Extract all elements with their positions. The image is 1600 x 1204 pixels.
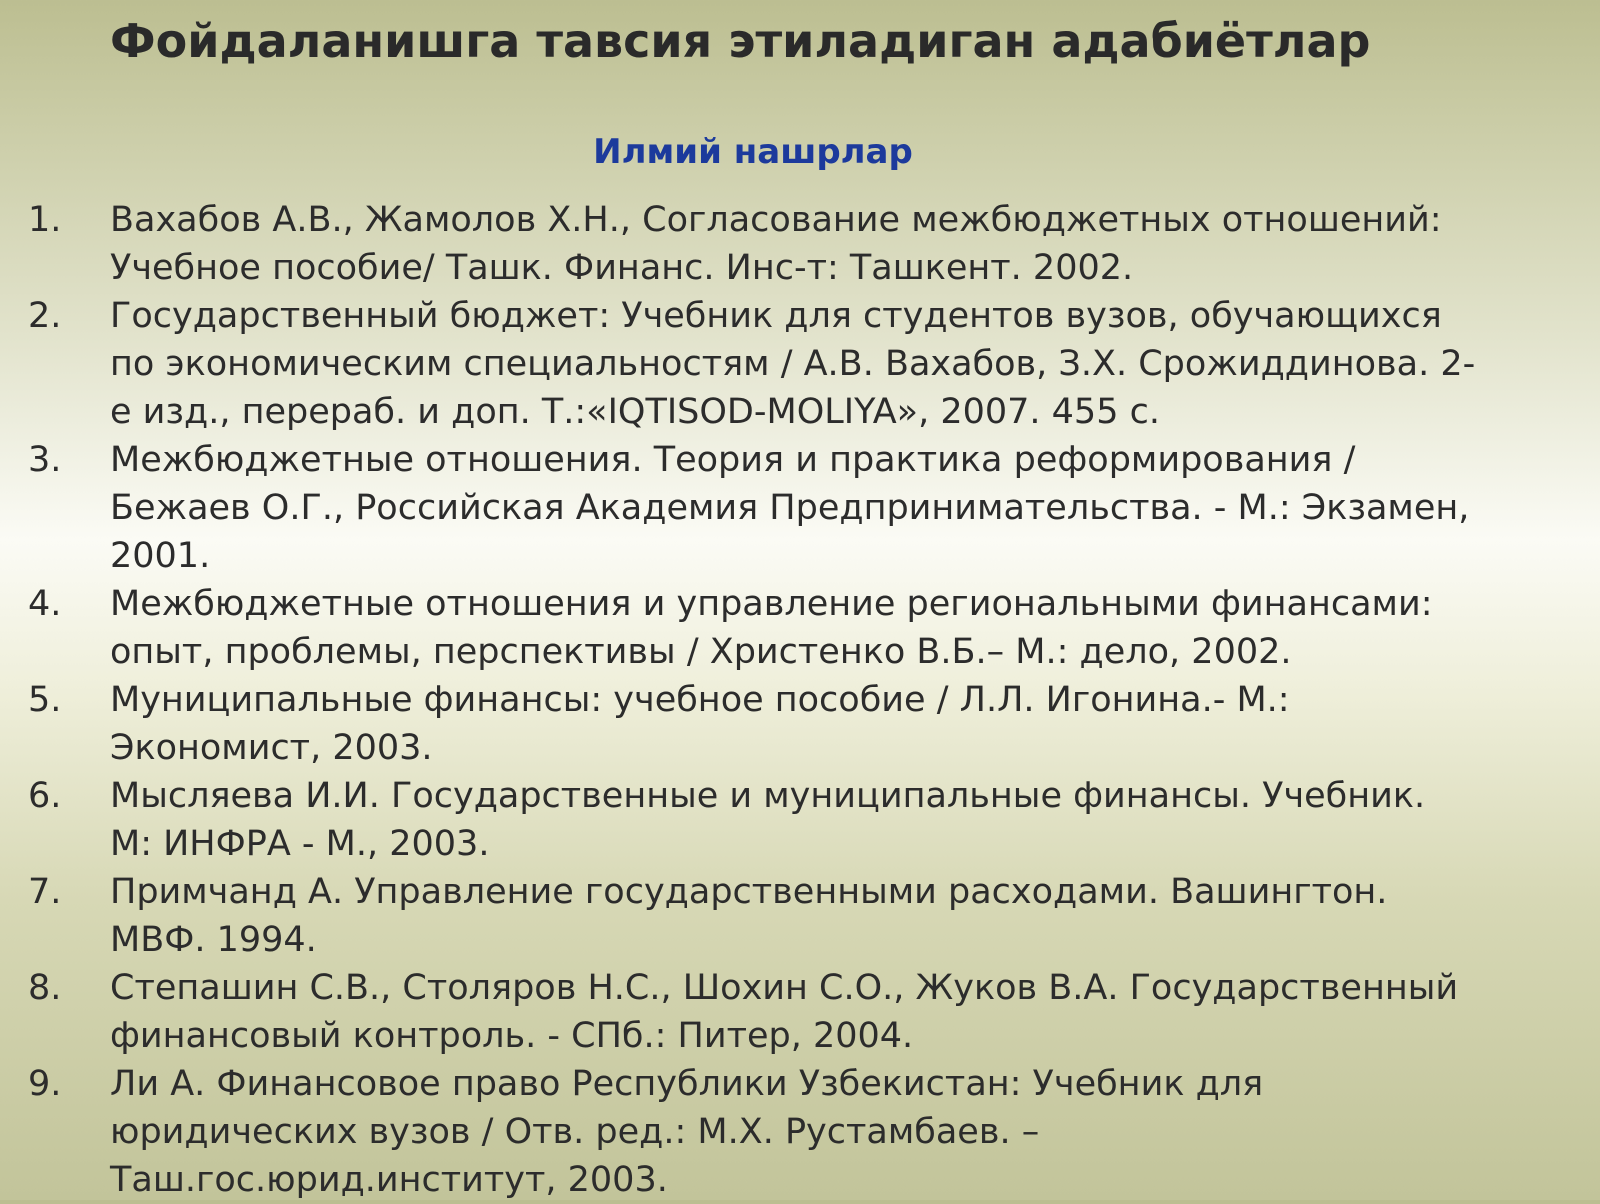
reference-item [0, 772, 1550, 868]
reference-line: Вахабов А.В., Жамолов Х.Н., Согласование межбюджетных отношений: [110, 200, 1442, 240]
reference-item [0, 964, 1550, 1060]
reference-line: Государственный бюджет: Учебник для студентов вузов, обучающихся [110, 296, 1442, 336]
reference-line: Ли А. Финансовое право Республики Узбекистан: Учебник для [110, 1064, 1264, 1104]
reference-line: Учебное пособие/ Ташк. Финанс. Инс-т: Ташкент. 2002. [110, 248, 1134, 288]
slide-title: Фойдаланишга тавсия этиладиган адабиётлар [110, 14, 1371, 68]
reference-text [110, 1060, 1550, 1204]
reference-item [0, 292, 1550, 436]
reference-number: 6. [28, 776, 62, 816]
reference-number: 7. [28, 872, 62, 912]
reference-text [110, 436, 1550, 580]
reference-item [0, 436, 1550, 580]
reference-number: 4. [28, 584, 62, 624]
reference-item [0, 868, 1550, 964]
reference-item [0, 676, 1550, 772]
reference-line: Межбюджетные отношения и управление региональными финансами: [110, 584, 1433, 624]
reference-text [110, 964, 1550, 1060]
reference-text [110, 676, 1550, 772]
reference-line: по экономическим специальностям / А.В. Вахабов, З.Х. Срожиддинова. 2- [110, 344, 1476, 384]
reference-number: 8. [28, 968, 62, 1008]
reference-line: Муниципальные финансы: учебное пособие / Л.Л. Игонина.- М.: [110, 680, 1290, 720]
reference-number: 1. [28, 200, 62, 240]
reference-line: М: ИНФРА - М., 2003. [110, 824, 490, 864]
reference-line: Таш.гос.юрид.институт, 2003. [110, 1160, 668, 1200]
reference-line: финансовый контроль. - СПб.: Питер, 2004. [110, 1016, 914, 1056]
reference-number: 2. [28, 296, 62, 336]
reference-line: МВФ. 1994. [110, 920, 317, 960]
reference-line: Межбюджетные отношения. Теория и практика реформирования / [110, 440, 1356, 480]
reference-text [110, 868, 1550, 964]
reference-line: Экономист, 2003. [110, 728, 433, 768]
reference-line: Примчанд А. Управление государственными расходами. Вашингтон. [110, 872, 1388, 912]
reference-line: Бежаев О.Г., Российская Академия Предпринимательства. - М.: Экзамен, [110, 488, 1470, 528]
reference-item [0, 1060, 1550, 1204]
reference-list [0, 196, 1550, 1204]
reference-text [110, 292, 1550, 436]
reference-line: опыт, проблемы, перспективы / Христенко В.Б.– М.: дело, 2002. [110, 632, 1292, 672]
reference-text [110, 772, 1550, 868]
reference-number: 9. [28, 1064, 62, 1104]
reference-item [0, 196, 1550, 292]
reference-line: 2001. [110, 536, 211, 576]
reference-number: 3. [28, 440, 62, 480]
reference-line: е изд., перераб. и доп. Т.:«IQTISOD-MOLIYA», 2007. 455 с. [110, 392, 1160, 432]
reference-line: юридических вузов / Отв. ред.: М.Х. Рустамбаев. – [110, 1112, 1040, 1152]
reference-line: Мысляева И.И. Государственные и муниципальные финансы. Учебник. [110, 776, 1426, 816]
section-heading: Илмий нашрлар [593, 132, 913, 172]
reference-line: Степашин С.В., Столяров Н.С., Шохин С.О., Жуков В.А. Государственный [110, 968, 1459, 1008]
reference-item [0, 580, 1550, 676]
reference-text [110, 580, 1550, 676]
reference-text [110, 196, 1550, 292]
reference-number: 5. [28, 680, 62, 720]
